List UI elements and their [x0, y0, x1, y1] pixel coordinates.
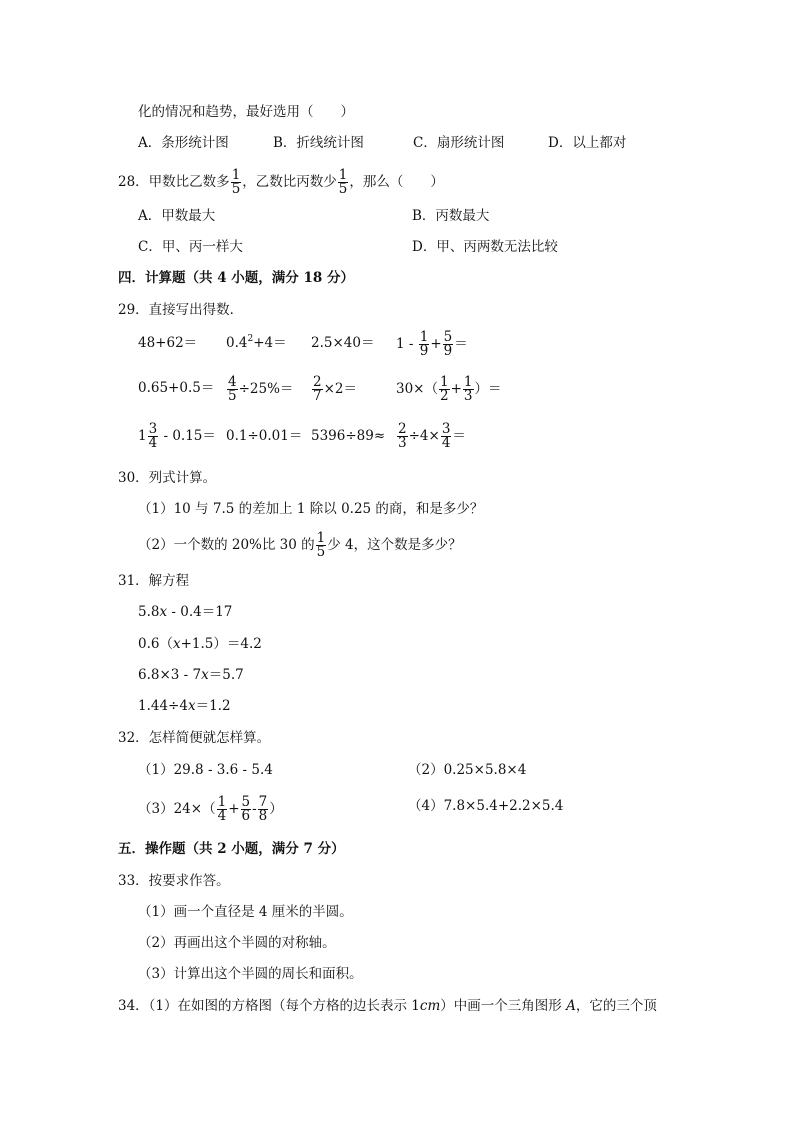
fraction: $\frac{3}{4}$: [148, 421, 158, 451]
fraction: $\frac{1}{2}$: [440, 374, 449, 404]
q29-r3-b: 0.1÷0.01＝: [226, 428, 303, 444]
q31-equation-2: 0.6（x+1.5）＝4.2: [138, 636, 262, 652]
q31-equation-4: 1.44÷4x＝1.2: [138, 698, 231, 714]
q31-title: 31．解方程: [118, 573, 190, 589]
fraction: $\frac{2}{7}$: [313, 374, 322, 404]
q28-stem: [118, 168, 444, 196]
q30-sub-2: （2）一个数的 20%比 30 的 $\frac{1}{5}$ 少 4，这个数是多少？: [138, 530, 462, 560]
q33-title: 33．按要求作答。: [118, 873, 230, 889]
q28-text-3: ，那么（ ）: [349, 174, 444, 190]
q29-r1-c: 2.5×40＝: [311, 335, 375, 351]
q28-option-c: C．甲、丙一样大: [138, 239, 243, 255]
section-4-heading: 四．计算题（共 4 小题，满分 18 分）: [118, 270, 354, 286]
q28-option-d: D．甲、丙两数无法比较: [412, 239, 558, 255]
q33-sub-3: （3）计算出这个半圆的周长和面积。: [138, 966, 363, 982]
q32-problem-1: （1）29.8 - 3.6 - 5.4: [138, 762, 273, 778]
q27-continuation: 化的情况和趋势，最好选用（ ）: [138, 104, 354, 120]
q33-sub-1: （1）画一个直径是 4 厘米的半圆。: [138, 904, 353, 920]
section-5-heading: 五．操作题（共 2 小题，满分 7 分）: [118, 841, 345, 857]
fraction: $\frac{5}{6}$: [241, 794, 251, 824]
q27-option-b: B．折线统计图: [273, 135, 364, 151]
fraction: $\frac{1}{9}$: [419, 329, 429, 359]
q32-problem-4: （4）7.8×5.4+2.2×5.4: [408, 798, 564, 814]
q34-stem: 34．（1）在如图的方格图（每个方格的边长表示 1cm）中画一个三角图形 A，它的三个顶: [118, 998, 657, 1014]
q30-sub-1: （1）10 与 7.5 的差加上 1 除以 0.25 的商，和是多少？: [138, 501, 484, 517]
fraction: $\frac{1}{5}$: [231, 167, 241, 197]
q29-r3-c: 5396÷89≈: [311, 428, 386, 444]
q33-sub-2: （2）再画出这个半圆的对称轴。: [138, 935, 336, 951]
fraction: $\frac{1}{5}$: [316, 530, 326, 560]
q29-r2-b: $\frac{4}{5}$ ÷25%＝: [228, 374, 294, 404]
q28-option-a: A．甲数最大: [138, 208, 216, 224]
fraction: $\frac{7}{8}$: [258, 794, 268, 824]
fraction: $\frac{2}{3}$: [398, 421, 407, 451]
q28-option-b: B．丙数最大: [412, 208, 490, 224]
q27-option-d: D．以上都对: [548, 135, 627, 151]
q29-r2-c: $\frac{2}{7}$ ×2＝: [313, 374, 357, 404]
q29-title: 29．直接写出得数．: [118, 302, 244, 318]
q29-r2-a: 0.65+0.5＝: [138, 380, 215, 396]
q31-equation-3: 6.8×3 - 7x＝5.7: [138, 667, 244, 683]
q29-r1-d: 1 - $\frac{1}{9}$ + $\frac{5}{9}$ ＝: [396, 329, 468, 359]
q27-option-c: C．扇形统计图: [413, 135, 505, 151]
q29-r2-d: 30×（ $\frac{1}{2}$ + $\frac{1}{3}$ ）＝: [396, 374, 502, 404]
q27-option-a: A．条形统计图: [138, 135, 229, 151]
q31-equation-1: 5.8x - 0.4＝17: [138, 604, 233, 620]
q29-r3-d: $\frac{2}{3}$ ÷4× $\frac{3}{4}$ ＝: [398, 421, 466, 451]
fraction: $\frac{1}{5}$: [338, 167, 348, 197]
fraction: $\frac{1}{3}$: [463, 374, 473, 404]
fraction: $\frac{5}{9}$: [443, 329, 453, 359]
q28-text-1: 28．甲数比乙数多: [118, 174, 230, 190]
q32-title: 32．怎样简便就怎样算。: [118, 730, 271, 746]
q32-problem-3: （3）24×（ $\frac{1}{4}$ + $\frac{5}{6}$ - $\frac{7}{8}$ ）: [138, 794, 283, 824]
q29-r1-b: $0.4^2+4=$: [226, 334, 287, 351]
fraction: $\frac{3}{4}$: [441, 421, 451, 451]
fraction: $\frac{4}{5}$: [228, 374, 237, 404]
q28-text-2: ，乙数比丙数少: [242, 174, 337, 190]
fraction: $\frac{1}{4}$: [217, 794, 227, 824]
q32-problem-2: （2）0.25×5.8×4: [408, 762, 527, 778]
q29-r3-a: 1 $\frac{3}{4}$ - 0.15＝: [138, 421, 216, 451]
q30-title: 30．列式计算。: [118, 470, 217, 486]
q29-r1-a: 48+62＝: [138, 335, 198, 351]
